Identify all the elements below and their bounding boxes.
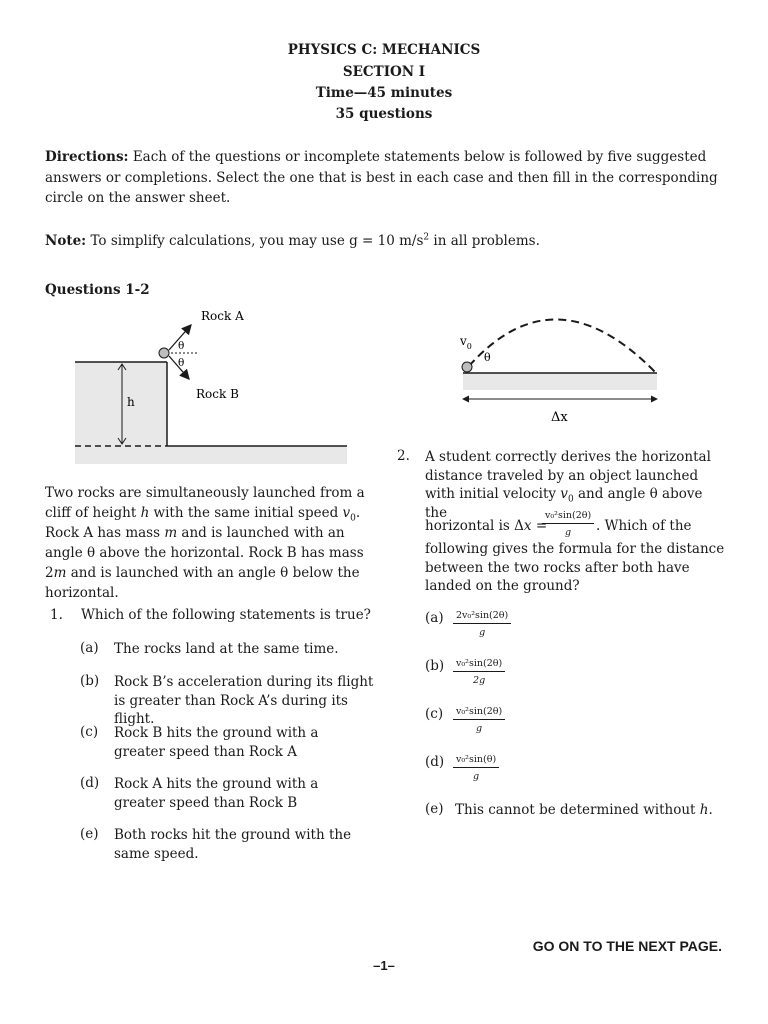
q1-option-e-text: Both rocks hit the ground with the same speed.	[114, 827, 352, 862]
question-count: 35 questions	[335, 106, 433, 122]
cliff-block	[75, 362, 167, 464]
q2-option-a-letter[interactable]: (a)	[425, 610, 444, 626]
rock-a-label: Rock A	[201, 309, 244, 323]
questions-group-label: Questions 1-2	[45, 282, 150, 298]
question-1-stem: Which of the following statements is true?	[81, 607, 371, 623]
q1-option-e-letter[interactable]: (e)	[80, 826, 99, 842]
note	[45, 231, 725, 252]
directions	[45, 147, 725, 209]
directions-text: Each of the questions or incomplete statements below is followed by five suggested answers or completions. Select the one that is best in each case and then fill in the corresponding circle on the answer sheet.	[45, 149, 718, 206]
intro-paragraph: Two rocks are simultaneously launched from a cliff of height h with the same initial speed $v_0$. Rock A has mass m and is launched with an angle θ above the horizontal. Rock B has mass 2m and is launched with an angle θ below the horizontal.	[45, 485, 365, 601]
cliff-figure	[45, 300, 365, 470]
q2-option-c-fraction: $\frac{\text{v₀²sin(2θ)}}{g}$	[453, 706, 505, 734]
q1-option-b-text: Rock B’s acceleration during its flight is greater than Rock A’s during its flight.	[114, 674, 374, 727]
trajectory-figure	[455, 300, 665, 430]
q1-option-b-letter[interactable]: (b)	[80, 673, 100, 689]
q2-option-c-letter[interactable]: (c)	[425, 706, 444, 722]
note-text: To simplify calculations, you may use g = 10 m/s	[86, 233, 424, 249]
ground-strip	[463, 373, 657, 390]
q2-option-a-fraction: $\frac{\text{2v₀²sin(2θ)}}{g}$	[453, 610, 511, 638]
note-label: Note:	[45, 233, 87, 249]
page-number: –1–	[373, 958, 395, 973]
rock-b-label: Rock B	[196, 387, 239, 401]
q2-option-e-letter[interactable]: (e)	[425, 801, 444, 817]
height-label: h	[127, 395, 135, 409]
question-2-stem-part3: . Which of the	[596, 518, 692, 534]
q1-option-c-text: Rock B hits the ground with a greater speed than Rock A	[114, 725, 319, 760]
note-exponent: 2	[423, 232, 430, 243]
q2-option-d-letter[interactable]: (d)	[425, 754, 445, 770]
q1-option-d-letter[interactable]: (d)	[80, 775, 100, 791]
note-text-end: in all problems.	[429, 233, 540, 249]
q1-option-d-text: Rock A hits the ground with a greater speed than Rock B	[114, 776, 319, 811]
theta-b-label: θ	[178, 357, 185, 369]
trajectory-path	[469, 319, 655, 372]
rock-icon	[159, 348, 169, 358]
ball-icon	[462, 362, 472, 372]
question-2-stem-part1: A student correctly derives the horizontal distance traveled by an object launched with initial velocity $v_0$ and angle θ above the	[425, 449, 711, 521]
directions-label: Directions:	[45, 149, 129, 165]
q1-option-a-text: The rocks land at the same time.	[114, 641, 339, 657]
q2-option-e-text: This cannot be determined without h.	[455, 802, 713, 818]
range-label: Δx	[551, 410, 568, 425]
q2-option-d-fraction: $\frac{\text{v₀²sin(θ)}}{g}$	[453, 754, 499, 782]
ground-strip	[167, 446, 347, 464]
q1-option-a-letter[interactable]: (a)	[80, 640, 99, 656]
range-formula-fraction: $\frac{\text{v₀²sin(2θ)}}{g}$	[542, 510, 594, 538]
question-2-stem-part2: horizontal is Δx =	[425, 518, 548, 534]
theta-a-label: θ	[178, 340, 185, 352]
theta-label: θ	[484, 351, 491, 364]
q2-option-b-fraction: $\frac{\text{v₀²sin(2θ)}}{2g}$	[453, 658, 505, 686]
time-label: Time—45 minutes	[315, 85, 453, 101]
question-1-number: 1.	[50, 607, 63, 623]
question-2-number: 2.	[397, 448, 410, 464]
v0-label: $v_0$	[460, 334, 472, 351]
q2-option-b-letter[interactable]: (b)	[425, 658, 445, 674]
page-title: PHYSICS C: MECHANICS	[287, 42, 481, 58]
question-2-stem-part4: following gives the formula for the distance between the two rocks after both have landed on the ground?	[425, 541, 725, 594]
q1-option-c-letter[interactable]: (c)	[80, 724, 99, 740]
next-page-notice: GO ON TO THE NEXT PAGE.	[532, 938, 722, 954]
section-label: SECTION I	[342, 64, 426, 80]
